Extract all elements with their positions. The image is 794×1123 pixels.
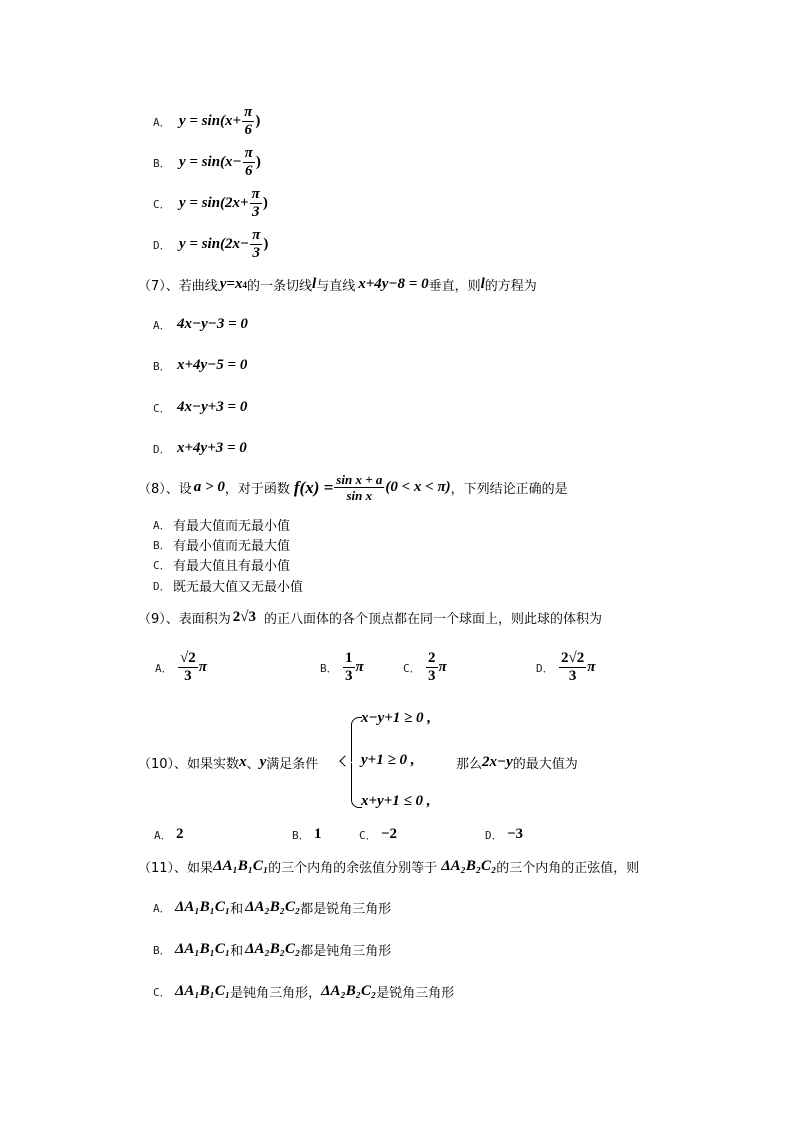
triangle-2: ΔA₂B₂C₂ bbox=[441, 858, 497, 874]
q8-option-c bbox=[153, 555, 290, 574]
option-value: −3 bbox=[507, 826, 524, 842]
pi-symbol: π bbox=[438, 659, 447, 675]
option-label: C． bbox=[153, 401, 171, 415]
q9-option-d bbox=[536, 651, 595, 684]
q8-option-b bbox=[153, 535, 290, 554]
option-value: −2 bbox=[381, 826, 398, 842]
q6-option-a: A． y = sin(x+ $\frac{\pi}{6}$ ) bbox=[153, 104, 261, 138]
triangle-2: ΔA₂B₂C₂ bbox=[321, 983, 377, 999]
q10-stem-left: （10）、 如果实数 x 、 y 满足条件 bbox=[138, 754, 319, 772]
option-label: B． bbox=[320, 661, 338, 675]
triangle-1: ΔA₁B₁C₁ bbox=[175, 941, 231, 957]
q10-option-a bbox=[154, 826, 184, 843]
fraction: $\frac{2√2}{3}$ bbox=[561, 650, 585, 684]
q9-option-c bbox=[403, 651, 447, 684]
option-label: A． bbox=[153, 518, 171, 532]
option-text: 有最小值而无最大值 bbox=[173, 539, 291, 554]
option-label: D． bbox=[485, 828, 503, 842]
question-number: （11）、 bbox=[138, 861, 188, 876]
option-label: A． bbox=[153, 901, 171, 915]
q7-option-c bbox=[153, 399, 247, 416]
q10-option-b bbox=[292, 826, 322, 843]
triangle-1: ΔA₁B₁C₁ bbox=[175, 899, 231, 915]
q10-option-c bbox=[359, 826, 397, 843]
q11-stem: （11）、 如果 ΔA₁B₁C₁ 的三个内角的余弦值分别等于 ΔA₂B₂C₂ 的三个内角的正弦值，则 bbox=[138, 858, 640, 876]
pi-symbol: π bbox=[198, 659, 207, 675]
q11-option-a: A． ΔA₁B₁C₁ 和 ΔA₂B₂C₂ 都是锐角三角形 bbox=[153, 899, 392, 917]
option-label: C． bbox=[359, 828, 377, 842]
option-expr-prefix: y = sin(2x− bbox=[179, 236, 250, 252]
option-expr-prefix: y = sin(x− bbox=[179, 154, 242, 170]
option-label: A． bbox=[154, 828, 172, 842]
q11-option-c: C． ΔA₁B₁C₁ 是钝角三角形， ΔA₂B₂C₂ 是锐角三角形 bbox=[153, 983, 455, 1001]
option-label: D． bbox=[536, 661, 554, 675]
option-label: B． bbox=[153, 538, 171, 552]
question-number: （9）、 bbox=[138, 612, 179, 627]
q6-option-d: D． y = sin(2x− $\frac{\pi}{3}$ ) bbox=[153, 227, 269, 261]
q11-option-b: B． ΔA₁B₁C₁ 和 ΔA₂B₂C₂ 都是钝角三角形 bbox=[153, 941, 392, 959]
option-label: D． bbox=[153, 579, 171, 593]
q7-stem: （7）、 若曲线 y = x 4 的一条切线 l 与直线 x+4y−8 = 0 垂直，则 l 的方程为 bbox=[138, 276, 537, 294]
q8-option-d bbox=[153, 576, 303, 595]
constraint-3: x+y+1 ≤ 0 , bbox=[361, 793, 431, 809]
option-expr: 4x−y−3 = 0 bbox=[177, 316, 248, 332]
fraction: $\frac{2}{3}$ bbox=[428, 650, 436, 684]
option-expr: x+4y−5 = 0 bbox=[177, 357, 248, 373]
fraction: $\frac{\pi}{6}$ bbox=[244, 104, 253, 138]
option-label: A． bbox=[153, 318, 171, 332]
constraint-2: y+1 ≥ 0 , bbox=[361, 752, 415, 768]
q9-option-a bbox=[155, 651, 207, 684]
triangle-1: ΔA₁B₁C₁ bbox=[175, 983, 231, 999]
fraction: $\frac{\text{sin x + a}}{\text{sin x}}$ bbox=[336, 472, 383, 503]
fraction: $\frac{√2}{3}$ bbox=[180, 650, 196, 684]
q7-option-d bbox=[153, 440, 247, 457]
option-value: 2 bbox=[176, 826, 184, 842]
option-label: C． bbox=[403, 661, 421, 675]
option-label: A． bbox=[155, 661, 173, 675]
q8-stem: （8）、 设 a > 0 ，对于函数 f(x) = $\frac{\text{sin x + a}}{\text{sin x}}$ (0 < x < π) ，下列结论正确的是 bbox=[138, 472, 568, 503]
fraction: $\frac{1}{3}$ bbox=[345, 650, 353, 684]
option-label: C． bbox=[153, 197, 171, 211]
triangle-1: ΔA₁B₁C₁ bbox=[213, 858, 269, 874]
option-label: D． bbox=[153, 442, 171, 456]
q8-option-a bbox=[153, 515, 290, 534]
option-label: A． bbox=[153, 115, 171, 129]
option-text: 既无最大值又无最小值 bbox=[173, 580, 304, 595]
option-label: B． bbox=[153, 943, 171, 957]
constraint-1: x−y+1 ≥ 0 , bbox=[361, 710, 432, 726]
q10-stem-right: 那么 2x−y 的最大值为 bbox=[456, 754, 578, 772]
q10-option-d bbox=[485, 826, 523, 843]
fraction: $\frac{\pi}{6}$ bbox=[244, 145, 253, 179]
option-expr-prefix: y = sin(2x+ bbox=[179, 195, 249, 211]
fraction: $\frac{\pi}{3}$ bbox=[252, 227, 261, 261]
option-expr-prefix: y = sin(x+ bbox=[179, 113, 242, 129]
option-label: C． bbox=[153, 558, 171, 572]
pi-symbol: π bbox=[355, 659, 364, 675]
question-number: （8）、 bbox=[138, 482, 179, 497]
option-label: B． bbox=[153, 156, 171, 170]
question-number: （7）、 bbox=[138, 279, 179, 294]
q7-option-a bbox=[153, 316, 248, 333]
q6-option-c: C． y = sin(2x+ $\frac{\pi}{3}$ ) bbox=[153, 186, 268, 220]
option-label: D． bbox=[153, 238, 171, 252]
pi-symbol: π bbox=[587, 659, 596, 675]
q9-option-b bbox=[320, 651, 364, 684]
q9-stem: （9）、 表面积为 2√3 的正八面体的各个顶点都在同一个球面上，则此球的体积为 bbox=[138, 609, 603, 627]
triangle-2: ΔA₂B₂C₂ bbox=[245, 899, 301, 915]
option-label: C． bbox=[153, 985, 171, 999]
fraction: $\frac{\pi}{3}$ bbox=[251, 186, 260, 220]
q7-option-b bbox=[153, 357, 247, 374]
triangle-2: ΔA₂B₂C₂ bbox=[245, 941, 301, 957]
option-text: 有最大值且有最小值 bbox=[173, 559, 291, 574]
option-expr: x+4y+3 = 0 bbox=[177, 440, 247, 456]
option-label: B． bbox=[292, 828, 310, 842]
q6-option-b: B． y = sin(x− $\frac{\pi}{6}$ ) bbox=[153, 145, 261, 179]
question-number: （10）、 bbox=[138, 757, 188, 772]
option-value: 1 bbox=[314, 826, 322, 842]
option-label: B． bbox=[153, 359, 171, 373]
option-expr: 4x−y+3 = 0 bbox=[177, 399, 248, 415]
option-text: 有最大值而无最小值 bbox=[173, 519, 291, 534]
